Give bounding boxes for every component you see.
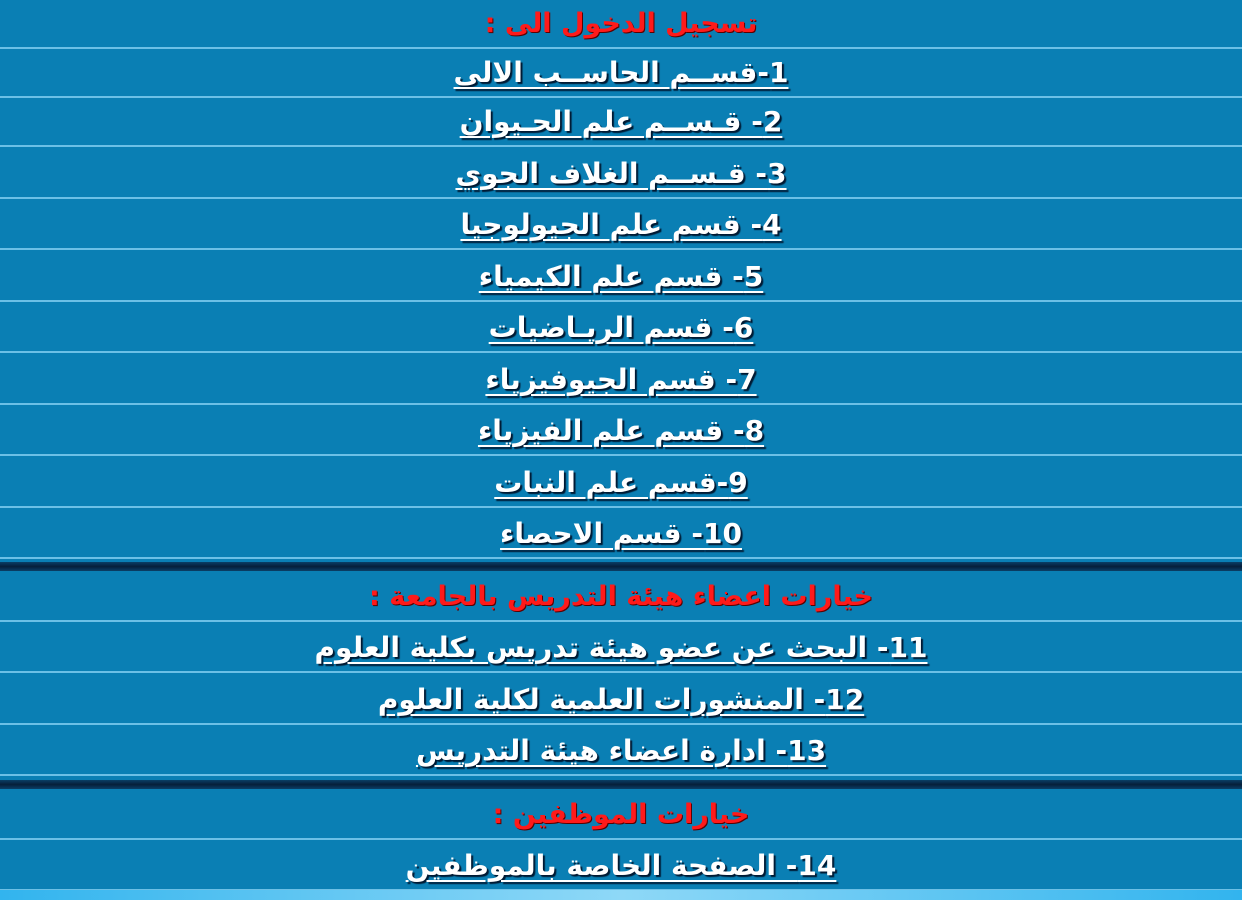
menu-item-publications <box>0 676 1242 725</box>
menu-item-botany <box>0 459 1242 508</box>
section-header-faculty-text: خيارات اعضاء هيئة التدريس بالجامعة : <box>369 581 873 612</box>
section-separator <box>0 780 1242 789</box>
link-staff-page[interactable]: 14- الصفحة الخاصة بالموظفين <box>405 849 837 882</box>
link-statistics[interactable]: 10- قسم الاحصاء <box>500 517 742 550</box>
menu-item-staff-page <box>0 842 1242 891</box>
section-header-faculty <box>0 573 1242 622</box>
link-botany[interactable]: 9-قسم علم النبات <box>494 466 748 499</box>
link-faculty-management[interactable]: 13- ادارة اعضاء هيئة التدريس <box>415 734 827 767</box>
link-chemistry[interactable]: 5- قسم علم الكيمياء <box>478 260 764 293</box>
section-separator <box>0 562 1242 571</box>
menu-item-statistics <box>0 510 1242 559</box>
menu-item-atmosphere <box>0 150 1242 199</box>
link-physics[interactable]: 8- قسم علم الفيزياء <box>477 414 765 447</box>
menu-item-geophysics <box>0 356 1242 405</box>
link-computer-science[interactable]: 1-قســم الحاســب الالى <box>453 56 789 89</box>
link-mathematics[interactable]: 6- قسم الريـاضيات <box>488 311 754 344</box>
link-geology[interactable]: 4- قسم علم الجيولوجيا <box>460 208 782 241</box>
section-header-login <box>0 0 1242 49</box>
link-zoology[interactable]: 2- قـســم علم الحـيوان <box>459 105 783 138</box>
section-header-staff <box>0 791 1242 840</box>
menu-item-chemistry <box>0 253 1242 302</box>
link-atmosphere[interactable]: 3- قـســم الغلاف الجوي <box>455 157 787 190</box>
menu-item-computer-science <box>0 49 1242 98</box>
bottom-decoration <box>0 890 1242 900</box>
section-header-staff-text: خيارات الموظفين : <box>492 799 750 830</box>
menu-item-physics <box>0 407 1242 456</box>
link-geophysics[interactable]: 7- قسم الجيوفيزياء <box>485 363 757 396</box>
menu-item-geology <box>0 201 1242 250</box>
menu-item-faculty-management <box>0 727 1242 776</box>
menu-item-faculty-search <box>0 624 1242 673</box>
section-header-login-text: تسجيل الدخول الى : <box>484 8 758 39</box>
menu-item-mathematics <box>0 304 1242 353</box>
link-faculty-search[interactable]: 11- البحث عن عضو هيئة تدريس بكلية العلوم <box>314 631 928 664</box>
menu-item-zoology <box>0 98 1242 147</box>
link-publications[interactable]: 12- المنشورات العلمية لكلية العلوم <box>377 683 865 716</box>
